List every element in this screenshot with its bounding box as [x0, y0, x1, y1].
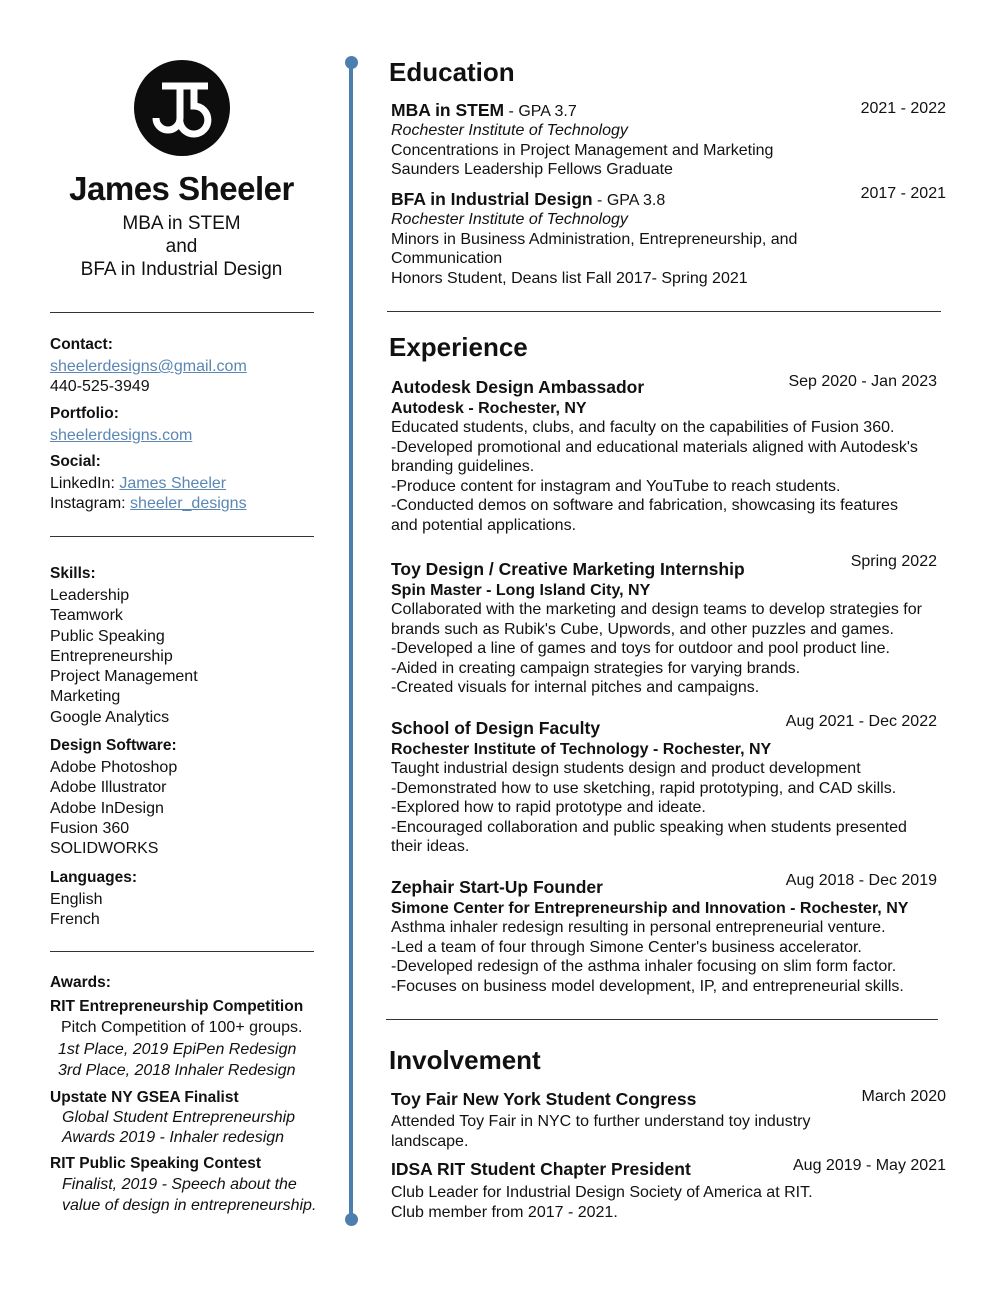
instagram-link[interactable]: sheeler_designs [130, 495, 247, 513]
subtitle-line: and [165, 236, 198, 257]
role-title: Toy Design / Creative Marketing Internship [391, 559, 745, 579]
experience-detail: -Developed a line of games and toys for outdoor and pool product line. [391, 640, 890, 657]
experience-entry [391, 373, 937, 535]
degree-name: MBA in STEM [391, 100, 505, 120]
languages-list [50, 890, 330, 931]
experience-detail: Educated students, clubs, and faculty on the capabilities of Fusion 360. [391, 419, 895, 436]
skill-item: Entrepreneurship [50, 647, 173, 665]
skill-item: Teamwork [50, 607, 123, 625]
language-item: French [50, 910, 100, 928]
skill-item: Project Management [50, 668, 198, 686]
award-detail: Finalist, 2019 - Speech about the [62, 1175, 297, 1193]
organization: Autodesk - Rochester, NY [391, 400, 587, 417]
skill-item: Marketing [50, 688, 121, 706]
education-heading: Education [389, 57, 515, 87]
involvement-date: Aug 2019 - May 2021 [793, 1157, 946, 1174]
software-item: SOLIDWORKS [50, 840, 159, 858]
involvement-heading: Involvement [389, 1045, 541, 1075]
portfolio-link[interactable]: sheelerdesigns.com [50, 426, 193, 444]
involvement-detail: Club Leader for Industrial Design Society of America at RIT. [391, 1184, 813, 1201]
award-detail: 3rd Place, 2018 Inhaler Redesign [58, 1062, 296, 1079]
skills-heading: Skills: [50, 565, 96, 582]
experience-detail: Collaborated with the marketing and design teams to develop strategies for [391, 601, 922, 618]
experience-entry [391, 553, 937, 698]
instagram-label: Instagram: [50, 495, 126, 513]
organization: Simone Center for Entrepreneurship and Innovation - Rochester, NY [391, 900, 909, 917]
experience-detail: -Led a team of four through Simone Center's business accelerator. [391, 938, 862, 956]
timeline-dot-bottom [345, 1213, 358, 1226]
education-detail: Minors in Business Administration, Entrepreneurship, and [391, 230, 798, 248]
social-heading: Social: [50, 452, 101, 470]
timeline-line [349, 62, 353, 1220]
languages-heading: Languages: [50, 868, 137, 886]
awards-section [50, 974, 340, 1217]
experience-date: Aug 2021 - Dec 2022 [785, 713, 937, 730]
phone-number: 440-525-3949 [50, 378, 150, 396]
experience-detail: -Explored how to rapid prototype and ideate. [391, 799, 706, 816]
role-title: Autodesk Design Ambassador [391, 377, 645, 397]
monogram-icon [134, 60, 230, 156]
js-monogram-logo [134, 60, 230, 156]
candidate-name: James Sheeler [69, 170, 294, 207]
role-title: School of Design Faculty [391, 718, 601, 738]
education-detail: Saunders Leadership Fellows Graduate [391, 161, 673, 178]
involvement-detail: Attended Toy Fair in NYC to further understand toy industry [391, 1113, 811, 1130]
linkedin-link[interactable]: James Sheeler [119, 474, 227, 492]
experience-detail: -Focuses on business model development, IP, and entrepreneurial skills. [391, 977, 904, 995]
gpa: - GPA 3.8 [592, 192, 666, 209]
divider [50, 312, 314, 313]
experience-detail: Taught industrial design students design and product development [391, 760, 861, 777]
award-detail: 1st Place, 2019 EpiPen Redesign [58, 1040, 297, 1058]
experience-heading: Experience [389, 332, 528, 362]
skill-item: Google Analytics [50, 708, 170, 726]
language-item: English [50, 890, 103, 908]
education-entry [391, 100, 946, 180]
education-detail: Communication [391, 250, 503, 267]
experience-detail: -Demonstrated how to use sketching, rapid prototyping, and CAD skills. [391, 779, 897, 797]
skill-item: Public Speaking [50, 627, 165, 645]
degree-name: BFA in Industrial Design [391, 189, 593, 209]
portfolio-heading: Portfolio: [50, 404, 119, 422]
experience-detail: brands such as Rubik's Cube, Upwords, and other puzzles and games. [391, 620, 894, 638]
linkedin-label: LinkedIn: [50, 474, 115, 492]
skills-section [50, 565, 330, 930]
education-entry [391, 185, 946, 288]
involvement-entry [391, 1089, 946, 1151]
experience-date: Sep 2020 - Jan 2023 [788, 373, 937, 390]
experience-detail: -Conducted demos on software and fabrication, showcasing its features [391, 497, 898, 514]
experience-detail: Asthma inhaler redesign resulting in personal entrepreneurial venture. [391, 919, 886, 936]
skill-item: Leadership [50, 587, 130, 604]
experience-entry [391, 713, 937, 857]
software-item: Adobe Photoshop [50, 759, 178, 777]
education-date: 2021 - 2022 [860, 100, 946, 117]
software-list [50, 758, 330, 859]
involvement-entry [391, 1159, 946, 1222]
award-detail: value of design in entrepreneurship. [62, 1197, 317, 1214]
award-detail: Pitch Competition of 100+ groups. [61, 1019, 303, 1036]
experience-detail: branding guidelines. [391, 458, 535, 475]
experience-detail: -Developed redesign of the asthma inhaler focusing on slim form factor. [391, 958, 897, 975]
experience-detail: -Aided in creating campaign strategies for varying brands. [391, 659, 801, 677]
experience-detail: their ideas. [391, 838, 470, 855]
experience-entry [391, 872, 937, 996]
contact-heading: Contact: [50, 336, 113, 353]
timeline-dot-top [345, 56, 358, 69]
experience-detail: -Encouraged collaboration and public speaking when students presented [391, 818, 907, 836]
software-item: Adobe Illustrator [50, 779, 167, 797]
awards-heading: Awards: [50, 974, 111, 991]
contact-section [50, 336, 330, 514]
subtitle-line: BFA in Industrial Design [80, 259, 283, 280]
award-detail: Awards 2019 - Inhaler redesign [62, 1128, 285, 1146]
school-name: Rochester Institute of Technology [391, 211, 628, 228]
involvement-detail: landscape. [391, 1132, 469, 1150]
software-item: Adobe InDesign [50, 799, 164, 817]
award-title: RIT Entrepreneurship Competition [50, 998, 304, 1015]
organization: Spin Master - Long Island City, NY [391, 582, 651, 599]
experience-date: Spring 2022 [850, 553, 937, 570]
email-link[interactable]: sheelerdesigns@gmail.com [50, 358, 247, 375]
linkedin-row [50, 474, 330, 494]
degree-subtitle [30, 212, 333, 281]
organization: Rochester Institute of Technology - Rochester, NY [391, 741, 772, 758]
education-detail: Concentrations in Project Management and Marketing [391, 141, 774, 159]
involvement-role: Toy Fair New York Student Congress [391, 1089, 697, 1109]
involvement-role: IDSA RIT Student Chapter President [391, 1159, 691, 1179]
education-date: 2017 - 2021 [860, 185, 946, 202]
experience-detail: -Created visuals for internal pitches and campaigns. [391, 679, 760, 696]
involvement-date: March 2020 [861, 1088, 946, 1105]
subtitle-line: MBA in STEM [122, 213, 241, 234]
school-name: Rochester Institute of Technology [391, 122, 628, 139]
role-title: Zephair Start-Up Founder [391, 877, 603, 897]
instagram-row [50, 494, 330, 514]
experience-detail: -Developed promotional and educational materials aligned with Autodesk's [391, 438, 918, 456]
experience-detail: and potential applications. [391, 516, 577, 534]
divider [50, 536, 314, 537]
experience-detail: -Produce content for instagram and YouTube to reach students. [391, 477, 841, 495]
award-detail: Global Student Entrepreneurship [62, 1108, 296, 1126]
divider [386, 1019, 938, 1020]
gpa: - GPA 3.7 [504, 103, 577, 120]
involvement-detail: Club member from 2017 - 2021. [391, 1203, 618, 1221]
software-heading: Design Software: [50, 737, 177, 755]
divider [50, 951, 314, 952]
award-title: Upstate NY GSEA Finalist [50, 1088, 239, 1106]
education-detail: Honors Student, Deans list Fall 2017- Spring 2021 [391, 269, 748, 287]
skills-list [50, 586, 330, 728]
award-title: RIT Public Speaking Contest [50, 1154, 261, 1172]
software-item: Fusion 360 [50, 819, 130, 837]
experience-date: Aug 2018 - Dec 2019 [785, 872, 937, 889]
divider [387, 311, 941, 312]
